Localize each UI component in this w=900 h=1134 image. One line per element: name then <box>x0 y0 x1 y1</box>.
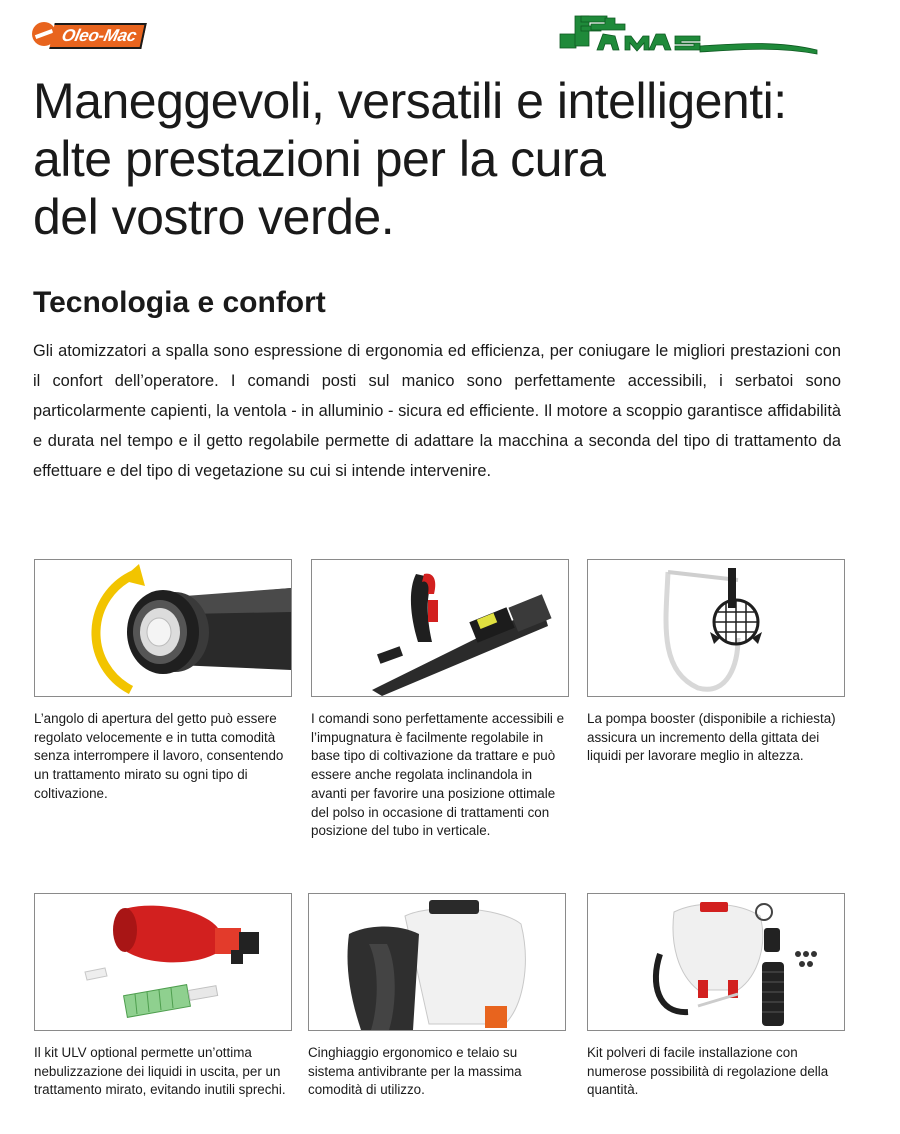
feature-caption-nozzle: L’angolo di apertura del getto può essere regolato velocemente e in tutta comodità senza interrompere il lavoro, consentendo un trattamento mirato su ogni tipo di coltivazione. <box>34 711 284 801</box>
feature-card-nozzle <box>34 559 292 804</box>
booster-pump-photo <box>587 559 845 697</box>
feature-caption-powder: Kit polveri di facile installazione con numerose possibilità di regolazione della quantità. <box>587 1045 829 1098</box>
oleo-mac-logo <box>32 20 150 48</box>
feature-caption-harness: Cinghiaggio ergonomico e telaio su sistema antivibrante per la massima comodità di utilizzo. <box>308 1045 522 1098</box>
feature-caption-booster: La pompa booster (disponibile a richiesta) assicura un incremento della gittata dei liquidi per lavorare meglio in altezza. <box>587 711 836 764</box>
oleo-mac-wordmark: Oleo-Mac <box>49 23 147 49</box>
fer-damas-logo <box>555 10 820 58</box>
fer-damas-logo-mark <box>555 10 820 58</box>
powder-kit-photo <box>587 893 845 1031</box>
feature-card-powder <box>587 893 845 1100</box>
feature-card-harness <box>308 893 566 1100</box>
headline-line-3: del vostro verde. <box>33 189 395 245</box>
section-title: Tecnologia e confort <box>33 286 326 319</box>
nozzle-angle-photo <box>34 559 292 697</box>
harness-frame-photo <box>308 893 566 1031</box>
page-headline <box>33 72 873 246</box>
headline-line-1: Maneggevoli, versatili e intelligenti: <box>33 73 787 129</box>
feature-card-ulv <box>34 893 292 1100</box>
feature-caption-handle: I comandi sono perfettamente accessibili e l’impugnatura è facilmente regolabile in base tipo di coltivazione da trattare e può essere anche regolata inclinandola in avanti per favorire una posizione ottimale del polso in occasione di trattamenti con posizione del tubo in verticale. <box>311 711 565 839</box>
feature-caption-ulv: Il kit ULV optional permette un’ottima nebulizzazione dei liquidi in uscita, per un trattamento mirato, evitando inutili sprechi. <box>34 1045 286 1098</box>
intro-paragraph: Gli atomizzatori a spalla sono espressione di ergonomia ed efficienza, per coniugare le migliori prestazioni con il confort dell’operatore. I comandi posti sul manico sono perfettamente accessibili, i serbatoi sono particolarmente capienti, la ventola - in alluminio - sicura ed efficiente. Il motore a scoppio garantisce affidabilità e durata nel tempo e il getto regolabile permette di adattare la macchina a seconda del tipo di trattamento da effettuare e del tipo di vegetazione su cui si intende intervenire. <box>33 342 841 480</box>
ulv-kit-photo <box>34 893 292 1031</box>
headline-line-2: alte prestazioni per la cura <box>33 131 606 187</box>
feature-card-booster <box>587 559 845 766</box>
control-handle-photo <box>311 559 569 697</box>
feature-card-handle <box>311 559 569 841</box>
